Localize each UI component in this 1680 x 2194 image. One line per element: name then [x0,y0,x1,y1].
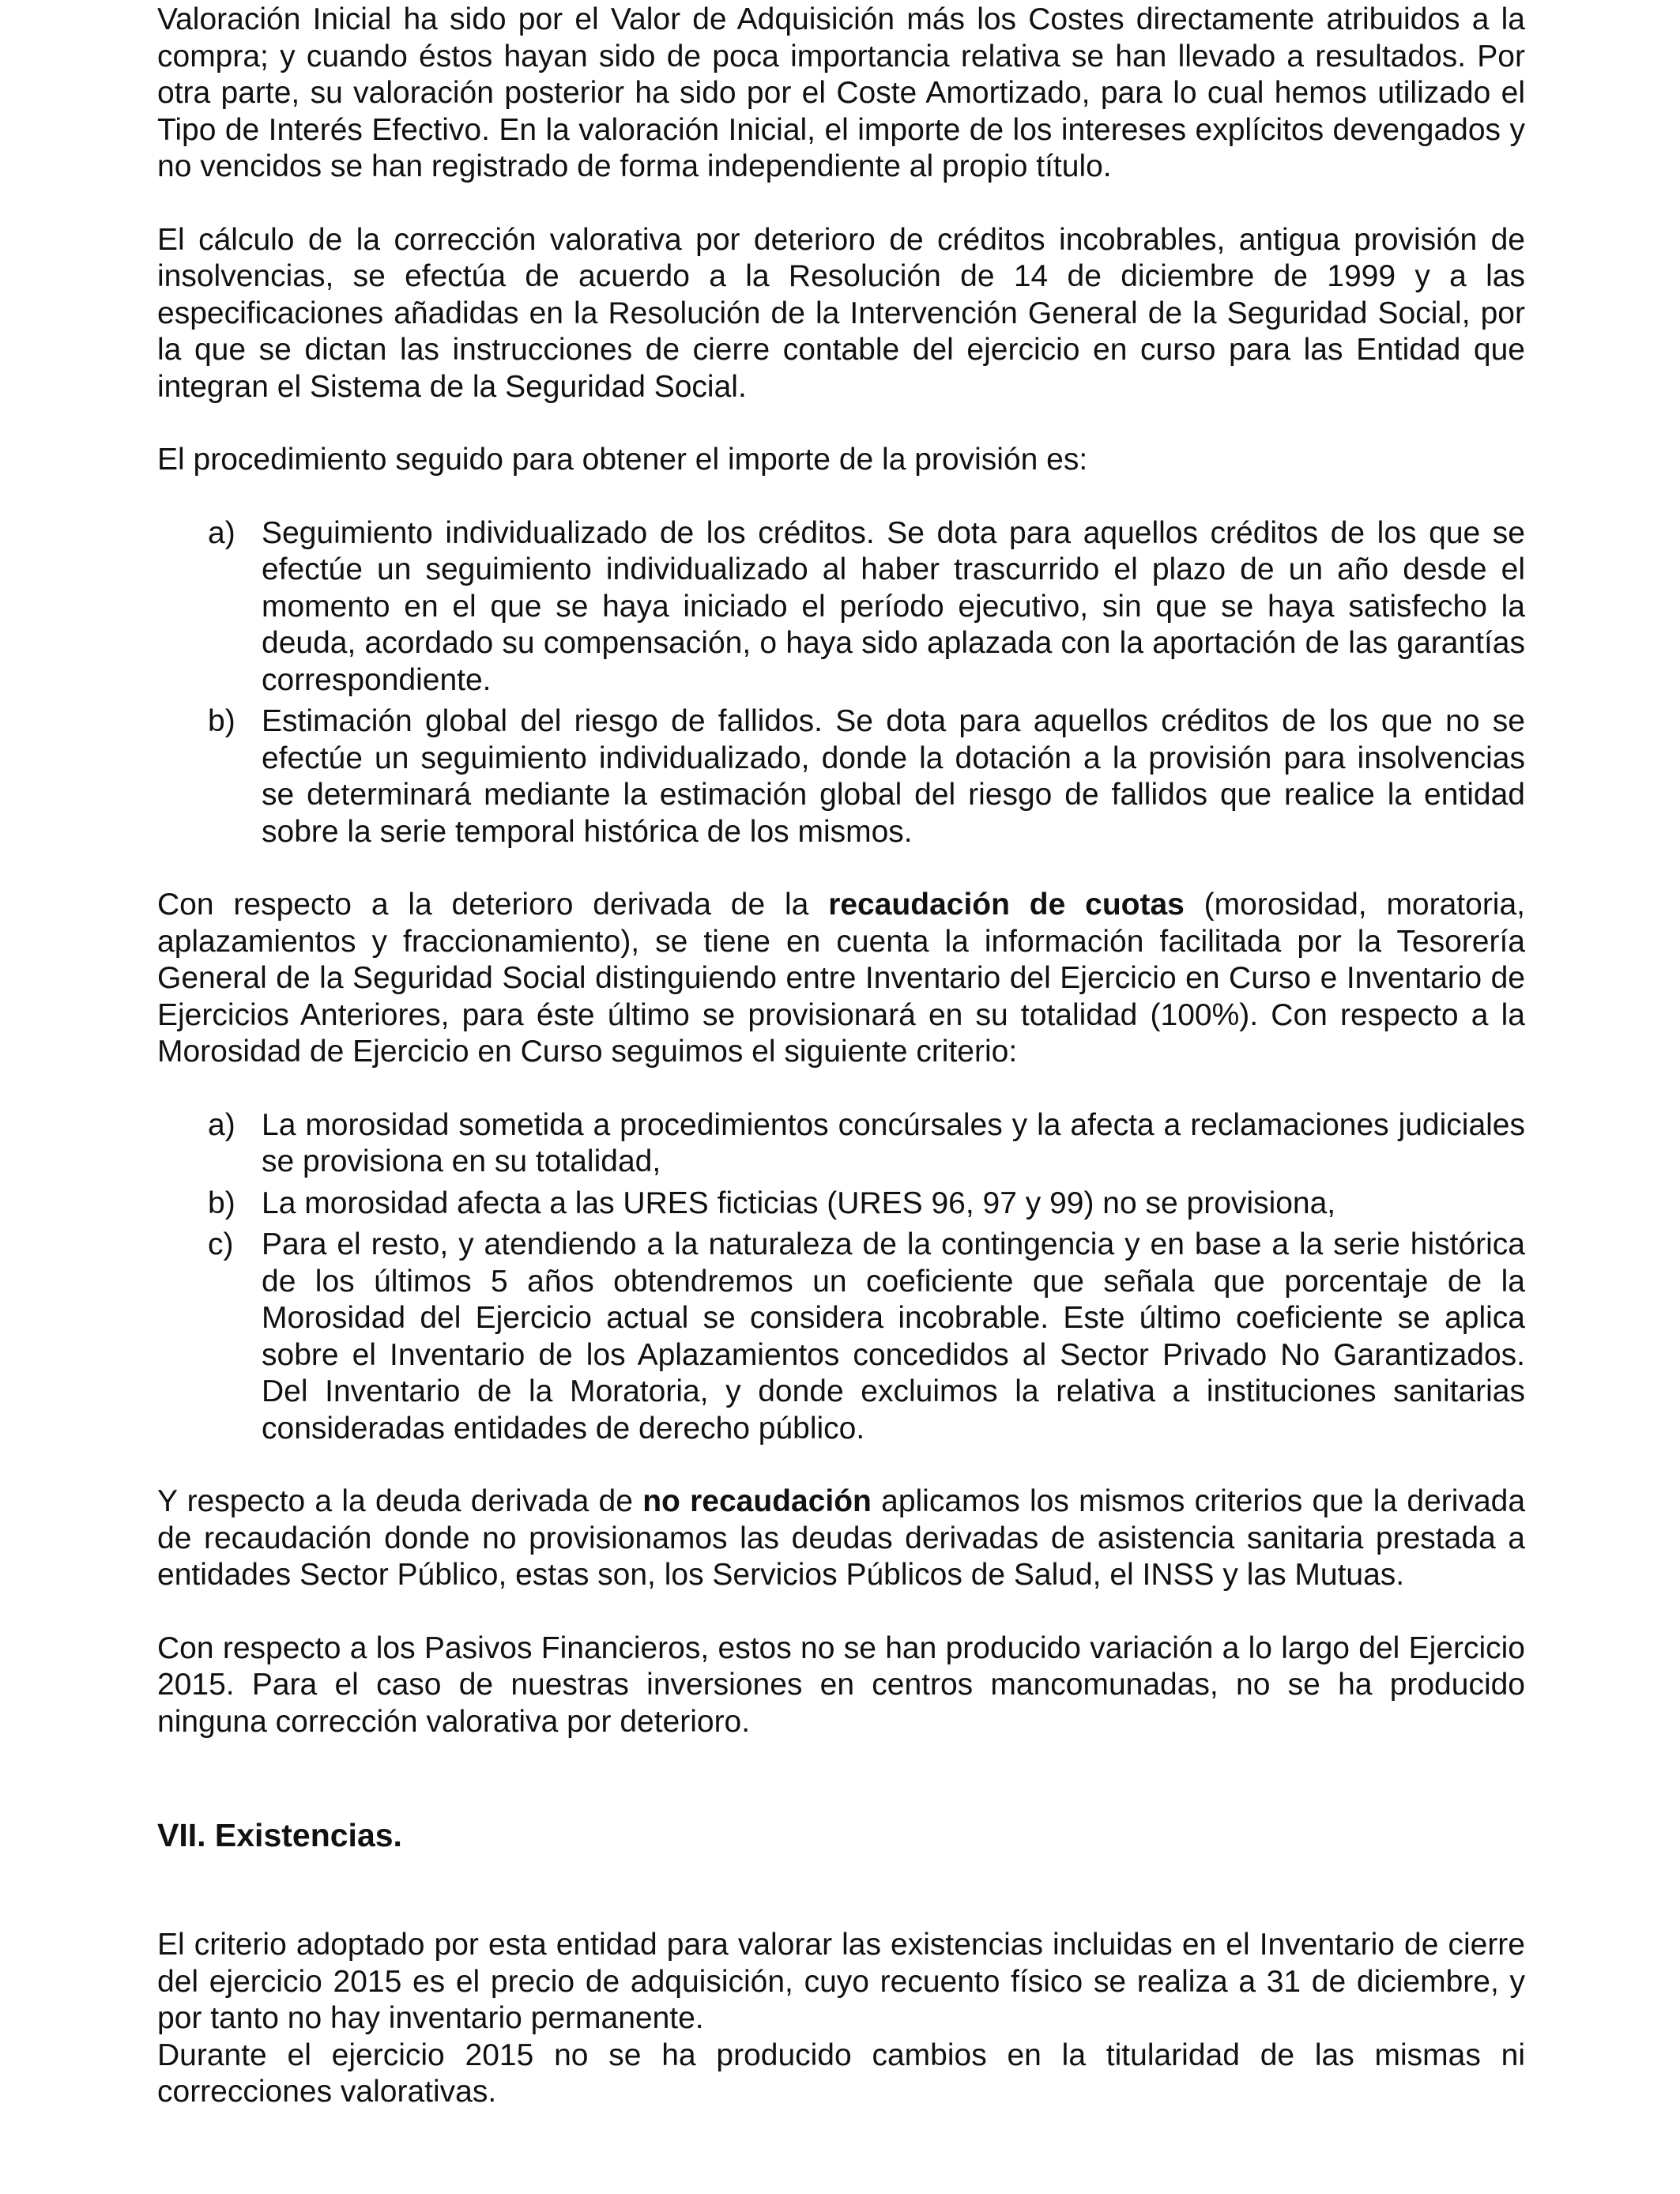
list-item-text: La morosidad sometida a procedimientos concúrsales y la afecta a reclamaciones judiciales se provisiona en su totalidad, [262,1107,1525,1178]
list-marker: a) [208,1107,235,1142]
list-item-text: La morosidad afecta a las URES ficticias (URES 96, 97 y 99) no se provisiona, [262,1186,1336,1220]
paragraph-cambios-titularidad: Durante el ejercicio 2015 no se ha producido cambios en la titularidad de las mismas ni correcciones valorativas. [157,2038,1525,2109]
list-item [157,1186,1525,1223]
paragraph-criterio-existencias: El criterio adoptado por esta entidad para valorar las existencias incluidas en el Inventario de cierre del ejercicio 2015 es el precio de adquisición, cuyo recuento físico se realiza a 31 de diciembre, y por tanto no hay inventario permanente. [157,1928,1525,2035]
paragraph-no-recaudacion [157,1483,1525,1594]
list-marker: b) [208,704,235,738]
list-criterio-morosidad [157,1107,1525,1448]
text-run: Con respecto a la deterioro derivada de la [157,888,829,922]
paragraph-procedimiento: El procedimiento seguido para obtener el importe de la provisión es: [157,443,1088,477]
paragraph-valoracion-inicial: Valoración Inicial ha sido por el Valor de Adquisición más los Costes directamente atribuidos a la compra; y cuando éstos hayan sido de poca importancia relativa se han llevado a resultados. Por otra parte, su valoración posterior ha sido por el Coste Amortizado, para lo cual hemos utilizado el Tipo de Interés Efectivo. En la valoración Inicial, el importe de los intereses explícitos devengados y no vencidos se han registrado de forma independiente al propio título. [157,2,1525,183]
list-item-text: Estimación global del riesgo de fallidos. Se dota para aquellos créditos de los que no se efectúe un seguimiento individualizado, donde la dotación a la provisión para insolvencias se determinará mediante la estimación global del riesgo de fallidos que realice la entidad sobre la serie temporal histórica de los mismos. [262,704,1525,849]
list-marker: a) [208,515,235,550]
bold-term-no-recaudacion: no recaudación [642,1484,872,1518]
list-item-text: Seguimiento individualizado de los créditos. Se dota para aquellos créditos de los que se efectúe un seguimiento individualizado al haber trascurrido el plazo de un año desde el momento en el que se haya iniciado el período ejecutivo, sin que se haya satisfecho la deuda, acordado su compensación, o haya sido aplazada con la aportación de las garantías correspondiente. [262,515,1525,697]
text-run: Y respecto a la deuda derivada de [157,1484,643,1518]
text-run: aplicamos los mismos criterios que la derivada de recaudación donde no provisionamos las deudas derivadas de asistencia sanitaria prestada a entidades Sector Público, estas son, los Servicios Públicos de Salud, el INSS y las Mutuas. [157,1484,1526,1592]
text-run: (morosidad, moratoria, aplazamientos y fraccionamiento), se tiene en cuenta la información facilitada por la Tesorería General de la Seguridad Social distinguiendo entre Inventario del Ejercicio en Curso e Inventario de Ejercicios Anteriores, para éste último se provisionará en su totalidad (100%). Con respecto a la Morosidad de Ejercicio en Curso seguimos el siguiente criterio: [157,888,1525,1069]
bold-term-recaudacion: recaudación de cuotas [828,888,1185,922]
list-marker: c) [208,1227,234,1261]
list-procedimiento [157,515,1525,851]
list-marker: b) [208,1186,235,1220]
list-item-text: Para el resto, y atendiendo a la naturaleza de la contingencia y en base a la serie histórica de los últimos 5 años obtendremos un coeficiente que señala que porcentaje de la Morosidad del Ejercicio actual se considera incobrable. Este último coeficiente se aplica sobre el Inventario de los Aplazamientos concedidos al Sector Privado No Garantizados. Del Inventario de la Moratoria, y donde excluimos la relativa a instituciones sanitarias consideradas entidades de derecho público. [262,1227,1525,1446]
list-item [157,703,1525,850]
paragraph-recaudacion-cuotas [157,887,1525,1071]
list-item [157,515,1525,699]
paragraph-pasivos-financieros: Con respecto a los Pasivos Financieros, estos no se han producido variación a lo largo del Ejercicio 2015. Para el caso de nuestras inversiones en centros mancomunadas, no se ha producido ninguna corrección valorativa por deterioro. [157,1630,1525,1739]
list-item [157,1107,1525,1181]
paragraph-calculo-correccion: El cálculo de la corrección valorativa por deterioro de créditos incobrables, antigua provisión de insolvencias, se efectúa de acuerdo a la Resolución de 14 de diciembre de 1999 y a las especificaciones añadidas en la Resolución de la Intervención General de la Seguridad Social, por la que se dictan las instrucciones de cierre contable del ejercicio en curso para las Entidad que integran el Sistema de la Seguridad Social. [157,222,1525,404]
document-page [157,2,1525,2111]
list-item [157,1227,1525,1447]
section-heading: VII. Existencias. [157,1817,402,1853]
